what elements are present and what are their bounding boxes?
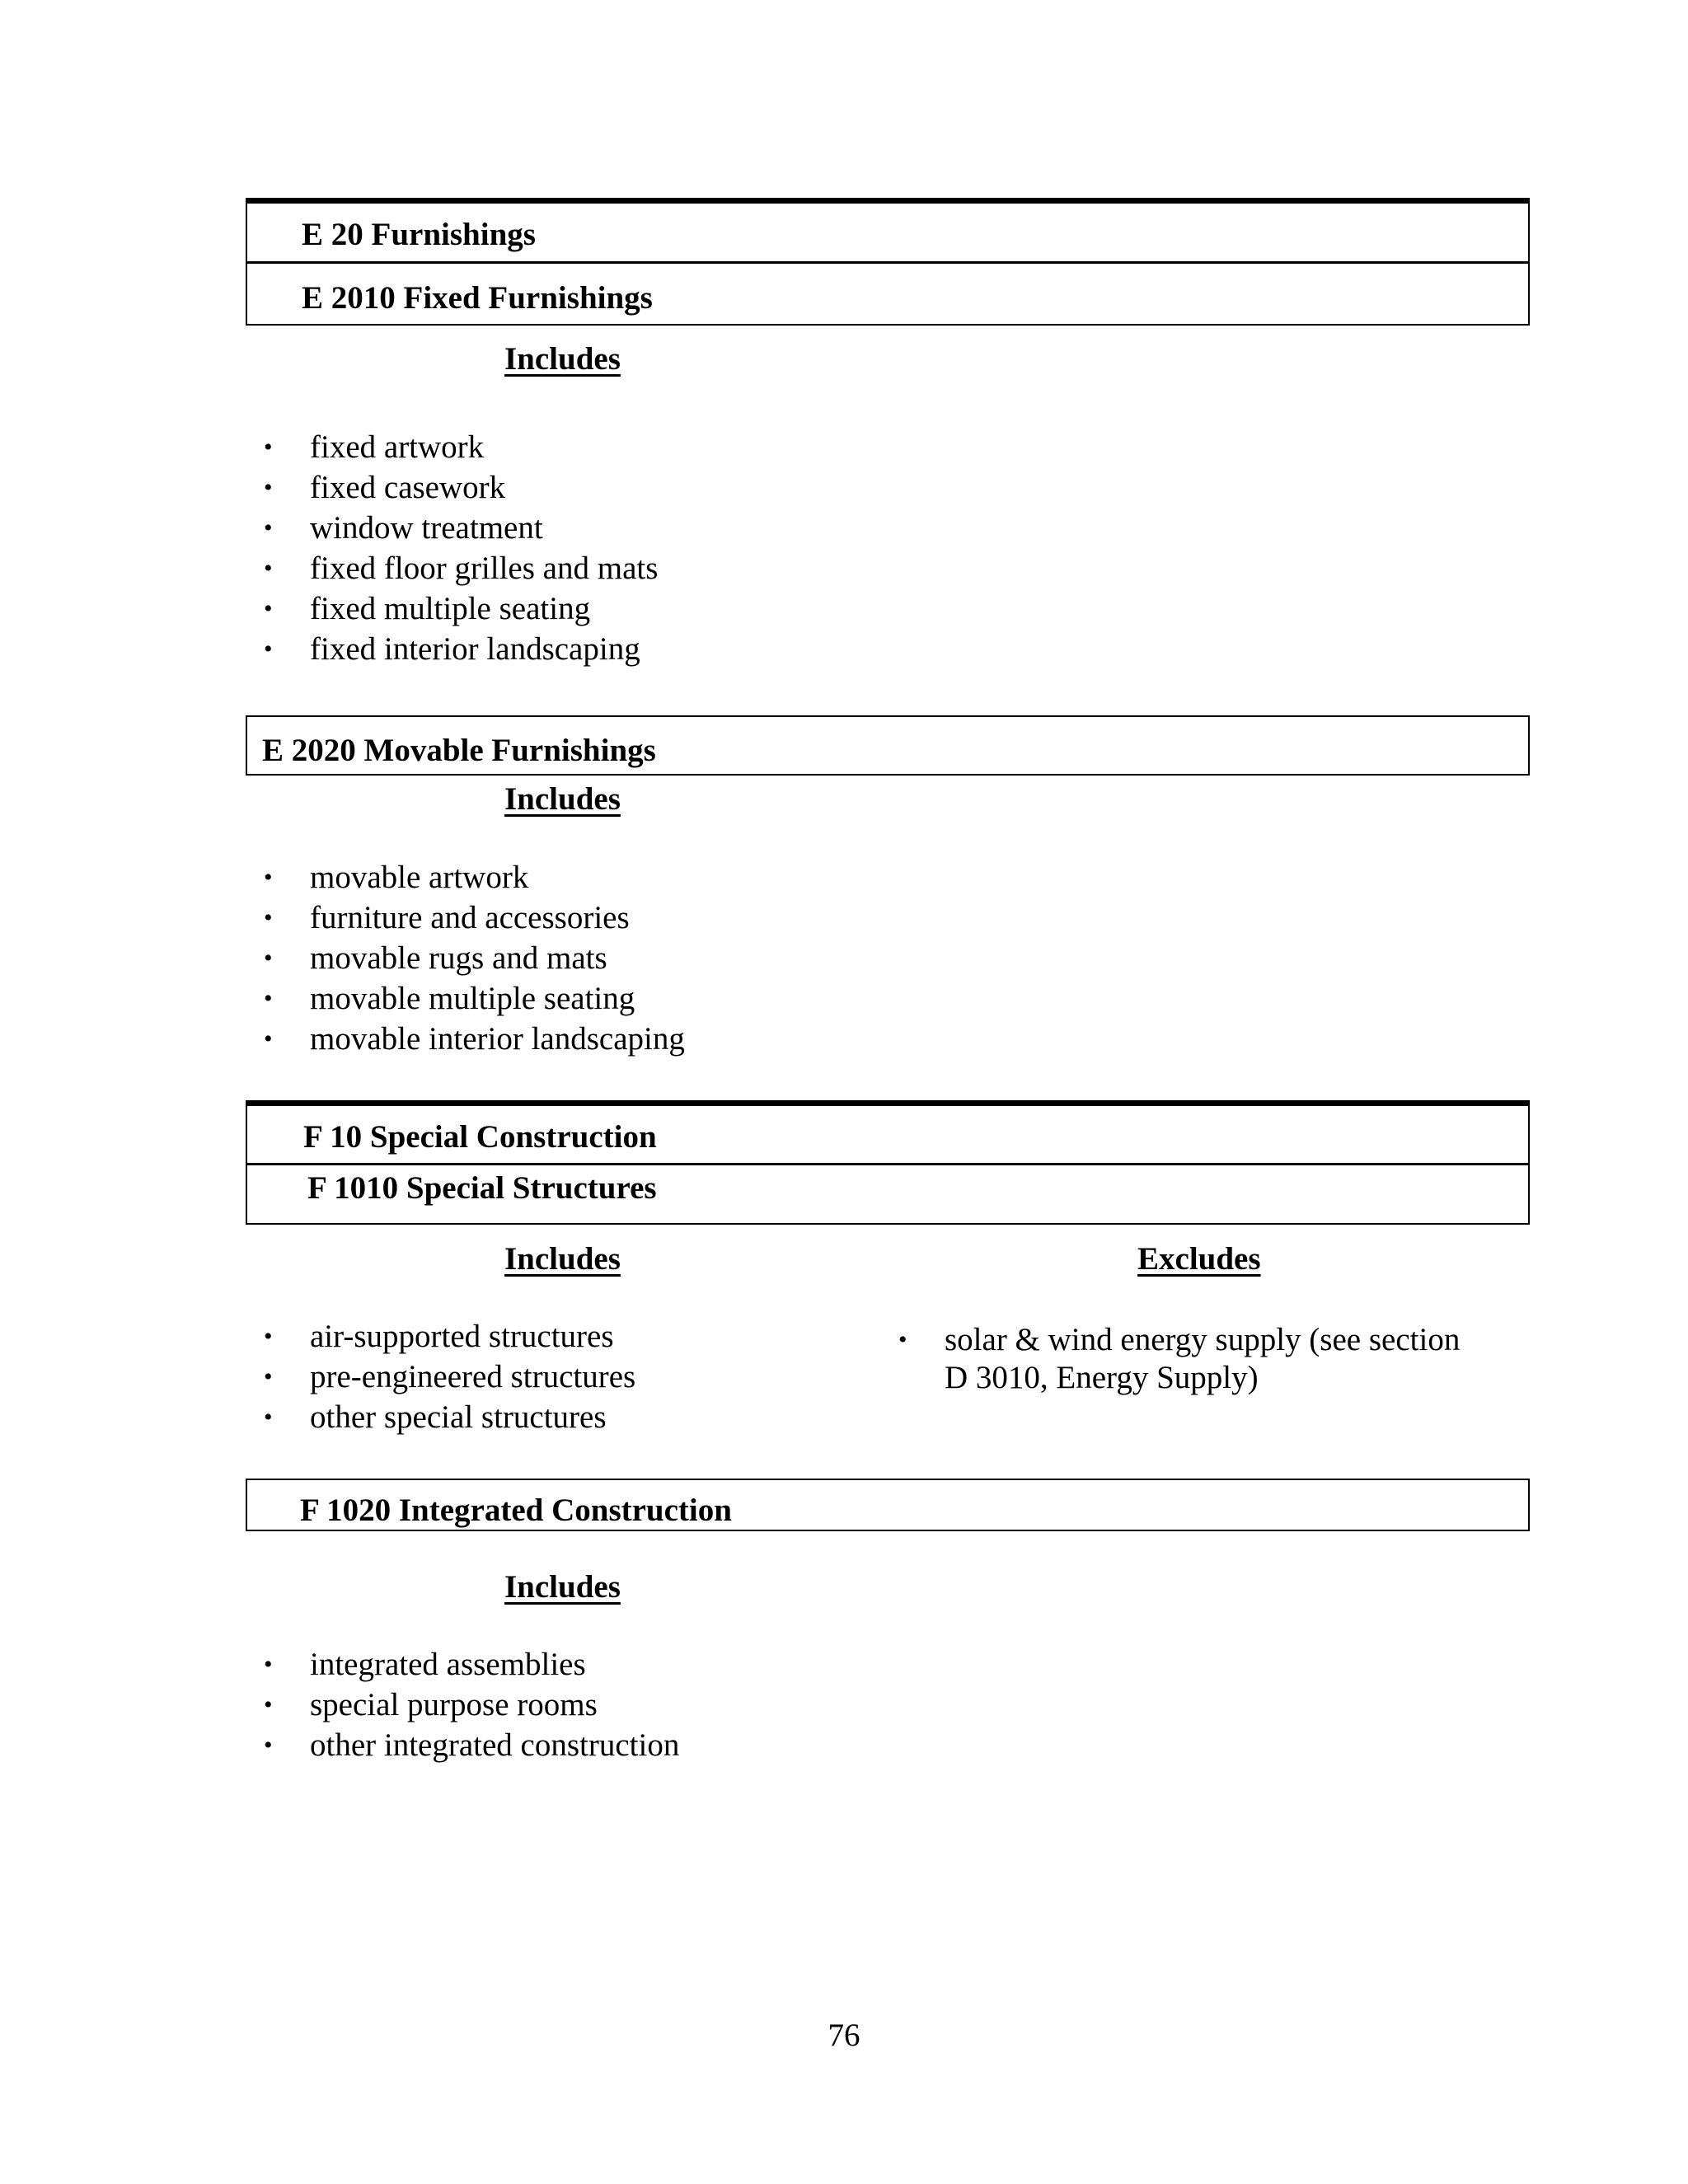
list-item: • fixed casework bbox=[262, 467, 658, 508]
list-item: • air-supported structures bbox=[262, 1316, 635, 1357]
section-title-e2010: E 2010 Fixed Furnishings bbox=[302, 280, 653, 316]
section-title-f1020: F 1020 Integrated Construction bbox=[300, 1493, 732, 1528]
list-item: • fixed multiple seating bbox=[262, 588, 658, 629]
includes-list-e2020 bbox=[262, 857, 685, 1059]
list-item: • movable multiple seating bbox=[262, 978, 685, 1019]
bullet-icon: • bbox=[264, 985, 273, 1012]
bullet-icon: • bbox=[264, 944, 273, 972]
bullet-icon: • bbox=[264, 864, 273, 891]
includes-heading-e2020: Includes bbox=[504, 781, 621, 817]
bullet-icon: • bbox=[264, 595, 273, 622]
bullet-icon: • bbox=[898, 1326, 907, 1353]
list-item: • fixed artwork bbox=[262, 427, 658, 467]
list-item: • other special structures bbox=[262, 1397, 635, 1437]
bullet-icon: • bbox=[264, 434, 273, 461]
list-item: • solar & wind energy supply (see section D 3010, Energy Supply) bbox=[898, 1322, 1461, 1395]
bullet-icon: • bbox=[264, 514, 273, 541]
bullet-icon: • bbox=[264, 1323, 273, 1350]
bullet-icon: • bbox=[264, 1651, 273, 1678]
list-item: • pre-engineered structures bbox=[262, 1357, 635, 1397]
list-item: • window treatment bbox=[262, 508, 658, 548]
section-title-f1010: F 1010 Special Structures bbox=[307, 1170, 657, 1206]
list-item: • special purpose rooms bbox=[262, 1685, 679, 1725]
list-item: • furniture and accessories bbox=[262, 898, 685, 938]
bullet-icon: • bbox=[264, 904, 273, 931]
list-item: • movable interior landscaping bbox=[262, 1019, 685, 1059]
bullet-icon: • bbox=[264, 555, 273, 582]
includes-list-f1010 bbox=[262, 1316, 635, 1437]
list-item: • integrated assemblies bbox=[262, 1644, 679, 1685]
bullet-icon: • bbox=[264, 474, 273, 501]
excludes-list-f1010 bbox=[897, 1321, 1460, 1397]
includes-list-f1020 bbox=[262, 1644, 679, 1765]
section-title-e20: E 20 Furnishings bbox=[302, 217, 536, 252]
section-title-e2020: E 2020 Movable Furnishings bbox=[262, 733, 656, 768]
includes-list-e2010 bbox=[262, 427, 658, 669]
includes-heading-f1010: Includes bbox=[504, 1241, 621, 1277]
includes-heading-e2010: Includes bbox=[504, 341, 621, 377]
bullet-icon: • bbox=[264, 635, 273, 663]
list-item: • other integrated construction bbox=[262, 1725, 679, 1765]
bullet-icon: • bbox=[264, 1732, 273, 1759]
bullet-icon: • bbox=[264, 1025, 273, 1052]
excludes-heading-f1010: Excludes bbox=[1137, 1241, 1261, 1277]
bullet-icon: • bbox=[264, 1691, 273, 1718]
list-item: • fixed floor grilles and mats bbox=[262, 548, 658, 588]
list-item: • movable rugs and mats bbox=[262, 938, 685, 978]
section-title-f10: F 10 Special Construction bbox=[303, 1119, 657, 1155]
includes-heading-f1020: Includes bbox=[504, 1569, 621, 1605]
bullet-icon: • bbox=[264, 1363, 273, 1390]
list-item: • movable artwork bbox=[262, 857, 685, 898]
bullet-icon: • bbox=[264, 1404, 273, 1431]
page-number: 76 bbox=[828, 2018, 860, 2053]
list-item: • fixed interior landscaping bbox=[262, 629, 658, 669]
